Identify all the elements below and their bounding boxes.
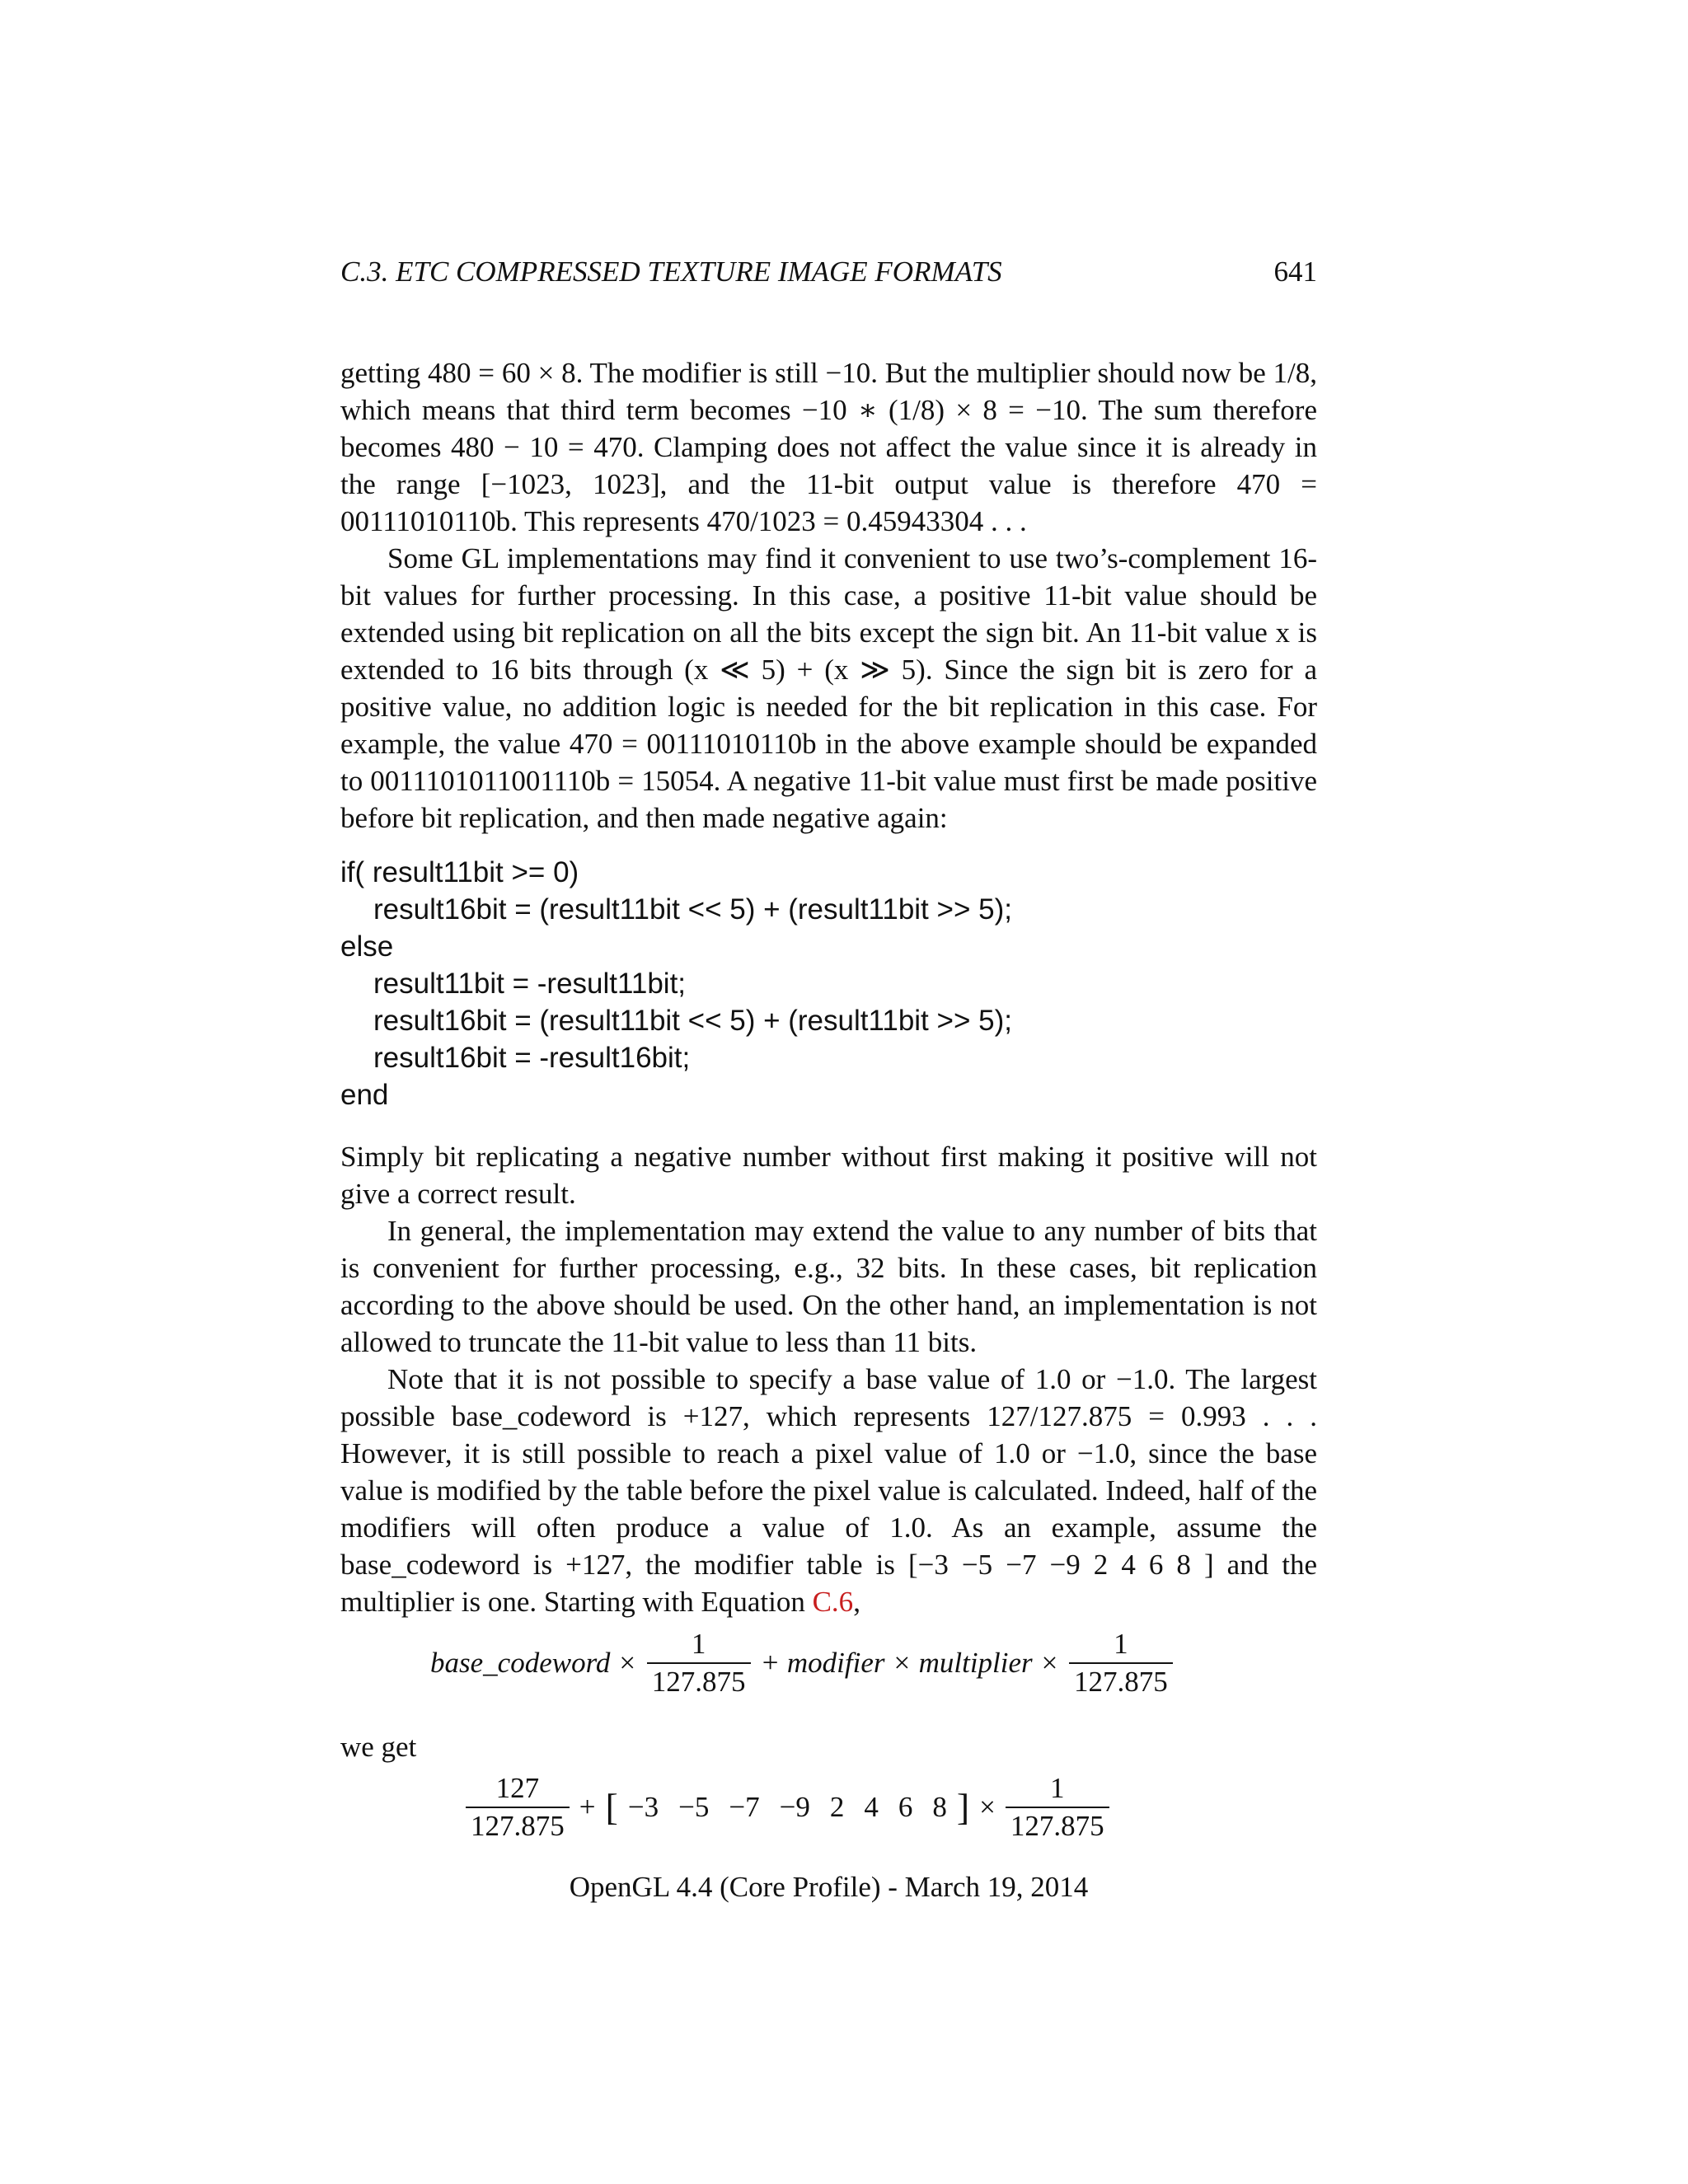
vector-entry: 4 [864,1791,879,1823]
equation-link[interactable]: C.6 [812,1586,854,1618]
code-line: if( result11bit >= 0) [340,856,579,888]
equation-1 [430,1626,1173,1700]
vector-entry: −9 [779,1791,810,1823]
eq2-plus: + [579,1791,596,1823]
eq2-frac1-denominator: 127.875 [466,1807,570,1844]
paragraph-3: Simply bit replicating a negative number without first making it positive will not give a correct result. [340,1141,1317,1210]
vector-entry: 8 [932,1791,947,1823]
eq1-term-2: + modifier × multiplier × [760,1647,1060,1679]
eq1-frac1-denominator: 127.875 [647,1662,751,1700]
code-line: result11bit = -result11bit; [373,968,687,1000]
eq2-close-bracket: ] [956,1786,970,1828]
vector-entry: 2 [829,1791,845,1823]
eq1-frac2-denominator: 127.875 [1069,1662,1173,1700]
section-title: C.3. ETC COMPRESSED TEXTURE IMAGE FORMATS [340,255,1002,288]
paragraph-5 [340,1361,1317,1620]
paragraph-5-text: Note that it is not possible to specify a base value of 1.0 or −1.0. The largest possible base_codeword is +127, which represents 127/127.875 = 0.993 . . . However, it is still possible to reach a pixel value of 1.0 or −1.0, since the base value is modified by the table before the pixel value is calculated. Indeed, half of the modifiers will often produce a value of 1.0. As an example, assume the base_codeword is +127, the modifier table is [−3 −5 −7 −9 2 4 6 8 ] and the multiplier is one. Starting with Equation [340,1363,1317,1618]
eq2-fraction-1 [466,1770,570,1844]
paragraph-5-tail: , [853,1586,860,1618]
page-footer: OpenGL 4.4 (Core Profile) - March 19, 2014 [569,1871,1089,1903]
paragraph-1: getting 480 = 60 × 8. The modifier is still −10. But the multiplier should now be 1/8, which means that third term becomes −10 ∗ (1/8) × 8 = −10. The sum therefore becomes 480 − 10 = 470. Clamping does not affect the value since it is already in the range [−1023, 1023], and the 11-bit output value is therefore 470 = 00111010110b. This represents 470/1023 = 0.45943304 . . . [340,357,1317,537]
eq1-fraction-1 [647,1626,751,1700]
code-line: end [340,1079,389,1111]
eq1-frac2-numerator: 1 [1114,1628,1128,1660]
eq1-fraction-2 [1069,1626,1173,1700]
paragraph-2: Some GL implementations may find it convenient to use two’s-complement 16-bit values for further processing. In this case, a positive 11-bit value should be extended using bit replication on all the bits except the sign bit. An 11-bit value x is extended to 16 bits through (x ≪ 5) + (x ≫ 5). Since the sign bit is zero for a positive value, no addition logic is needed for the bit replication in this case. For example, the value 470 = 00111010110b in the above example should be expanded to 0011101011001110b = 15054. A negative 11-bit value must first be made positive before bit replication, and then made negative again: [340,542,1317,834]
paragraph-4: In general, the implementation may extend the value to any number of bits that is convenient for further processing, e.g., 32 bits. In these cases, bit replication according to the above should be used. On the other hand, an implementation is not allowed to truncate the 11-bit value to less than 11 bits. [340,1215,1317,1358]
eq2-modifier-vector [618,1791,957,1824]
code-line: else [340,930,394,963]
equation-2 [466,1770,1109,1844]
eq2-frac2-numerator: 1 [1050,1772,1065,1804]
eq2-times: × [979,1791,996,1823]
vector-entry: −5 [678,1791,710,1823]
running-header [340,255,1317,297]
code-block [340,854,1317,1113]
we-get-text [340,1728,1317,1765]
code-line: result16bit = -result16bit; [373,1042,691,1074]
vector-entry: −7 [729,1791,760,1823]
eq1-frac1-numerator: 1 [691,1628,706,1660]
page-number: 641 [1273,255,1317,288]
code-line: result16bit = (result11bit << 5) + (result11bit >> 5); [373,1005,1012,1037]
eq2-open-bracket: [ [605,1786,618,1828]
eq2-frac2-denominator: 127.875 [1006,1807,1109,1844]
body-text-upper [340,354,1317,837]
eq2-frac1-numerator: 127 [495,1772,540,1804]
vector-entry: 6 [898,1791,913,1823]
code-line: result16bit = (result11bit << 5) + (result11bit >> 5); [373,893,1012,926]
body-text-lower [340,1138,1317,1620]
we-get-label: we get [340,1731,417,1763]
eq1-term-1: base_codeword × [430,1647,637,1679]
vector-entry: −3 [627,1791,659,1823]
eq2-fraction-2 [1006,1770,1109,1844]
